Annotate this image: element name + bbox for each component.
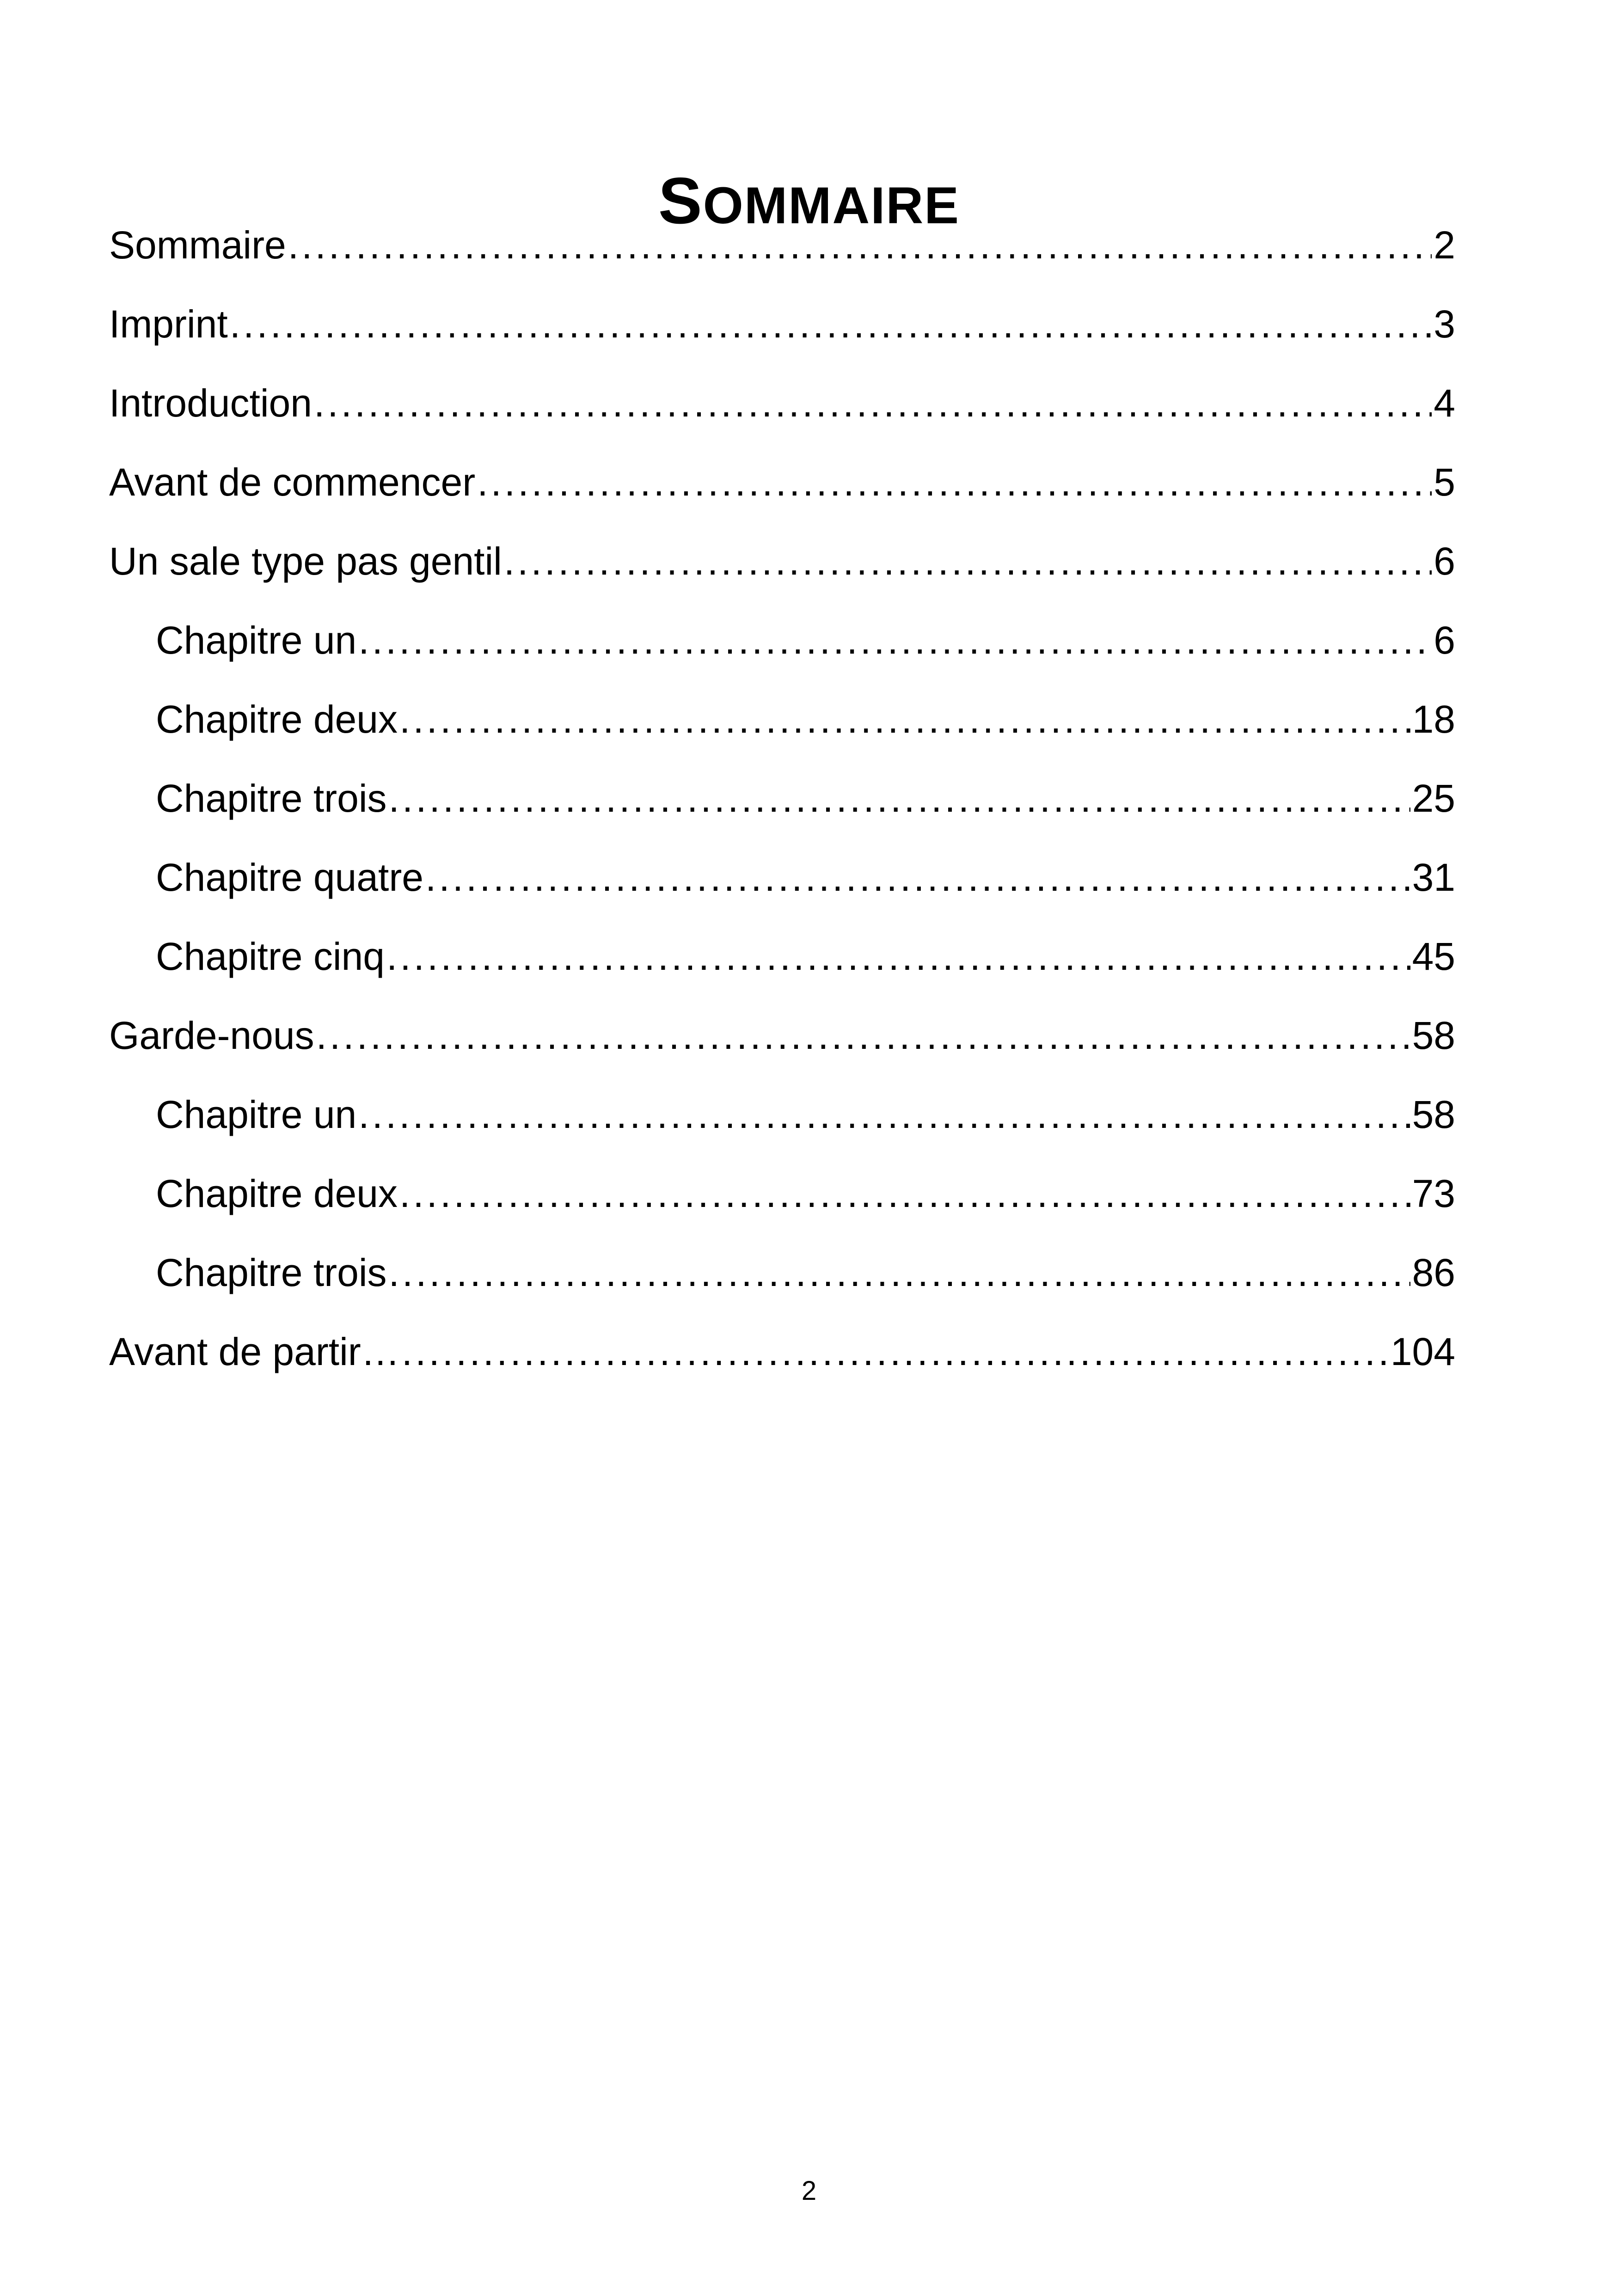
toc-entry-page: 6: [1434, 539, 1455, 583]
toc-dot-leader: [425, 838, 1410, 917]
title-initial: S: [658, 164, 703, 238]
toc-entry-page: 58: [1412, 1014, 1455, 1057]
toc-entry-page: 45: [1412, 935, 1455, 978]
toc-dot-leader: [477, 443, 1432, 522]
toc-entry-chapitre-trois[interactable]: [109, 1233, 1455, 1312]
toc-entry-page: 4: [1434, 381, 1455, 425]
toc-entry-label: Chapitre trois: [156, 1251, 387, 1294]
toc-entry-label: Chapitre deux: [156, 1172, 398, 1215]
toc-entry-page: 6: [1434, 618, 1455, 662]
toc-entry-label: Avant de commencer: [109, 460, 476, 504]
toc-entry-avant-de-partir[interactable]: [109, 1312, 1455, 1391]
toc-entry-label: Chapitre un: [156, 1093, 357, 1136]
toc-entry-label: Un sale type pas gentil: [109, 539, 502, 583]
toc-entry-imprint[interactable]: [109, 285, 1455, 364]
toc-entry-page: 58: [1412, 1093, 1455, 1136]
title-rest: OMMAIRE: [703, 177, 960, 235]
toc-entry-label: Chapitre cinq: [156, 935, 385, 978]
toc-entry-avant-de-commencer[interactable]: [109, 443, 1455, 522]
toc-entry-introduction[interactable]: [109, 364, 1455, 443]
toc-entry-chapitre-cinq[interactable]: [109, 917, 1455, 996]
toc-entry-chapitre-un[interactable]: [109, 601, 1455, 680]
toc-entry-page: 31: [1412, 856, 1455, 899]
toc-entry-label: Sommaire: [109, 223, 286, 267]
toc-dot-leader: [316, 996, 1410, 1075]
toc-dot-leader: [314, 364, 1432, 443]
toc-entry-page: 5: [1434, 460, 1455, 504]
toc-dot-leader: [386, 917, 1410, 996]
toc-dot-leader: [230, 285, 1432, 364]
toc-entry-label: Imprint: [109, 302, 228, 346]
page-number: 2: [801, 2176, 817, 2206]
toc-dot-leader: [389, 759, 1410, 838]
toc-entry-page: 25: [1412, 777, 1455, 820]
toc-entry-sommaire[interactable]: [109, 206, 1455, 285]
toc-entry-label: Chapitre quatre: [156, 856, 424, 899]
toc-entry-page: 2: [1434, 223, 1455, 267]
toc-entry-page: 73: [1412, 1172, 1455, 1215]
toc-entry-label: Chapitre deux: [156, 698, 398, 741]
toc-entry-un-sale-type-pas-gentil[interactable]: [109, 522, 1455, 601]
toc-dot-leader: [389, 1233, 1410, 1312]
toc-entry-page: 18: [1412, 698, 1455, 741]
toc-dot-leader: [504, 522, 1432, 601]
toc-entry-chapitre-trois[interactable]: [109, 759, 1455, 838]
toc-entry-garde-nous[interactable]: [109, 996, 1455, 1075]
toc-entry-chapitre-un[interactable]: [109, 1075, 1455, 1154]
toc-entry-chapitre-deux[interactable]: [109, 1154, 1455, 1233]
table-of-contents: [109, 206, 1455, 1391]
toc-dot-leader: [358, 1075, 1410, 1154]
toc-entry-label: Chapitre trois: [156, 777, 387, 820]
toc-dot-leader: [399, 680, 1410, 759]
toc-dot-leader: [402, 1312, 1389, 1391]
toc-dot-leader: [288, 206, 1432, 285]
toc-dot-leader: [358, 601, 1432, 680]
toc-entry-page: 104: [1390, 1330, 1455, 1373]
toc-entry-page: 86: [1412, 1251, 1455, 1294]
toc-dot-leader: [399, 1154, 1410, 1233]
toc-entry-label: Chapitre un: [156, 618, 357, 662]
toc-entry-label: Avant de partir…: [109, 1330, 400, 1373]
toc-entry-chapitre-quatre[interactable]: [109, 838, 1455, 917]
toc-entry-chapitre-deux[interactable]: [109, 680, 1455, 759]
toc-entry-label: Garde-nous: [109, 1014, 314, 1057]
toc-entry-label: Introduction: [109, 381, 312, 425]
toc-entry-page: 3: [1434, 302, 1455, 346]
